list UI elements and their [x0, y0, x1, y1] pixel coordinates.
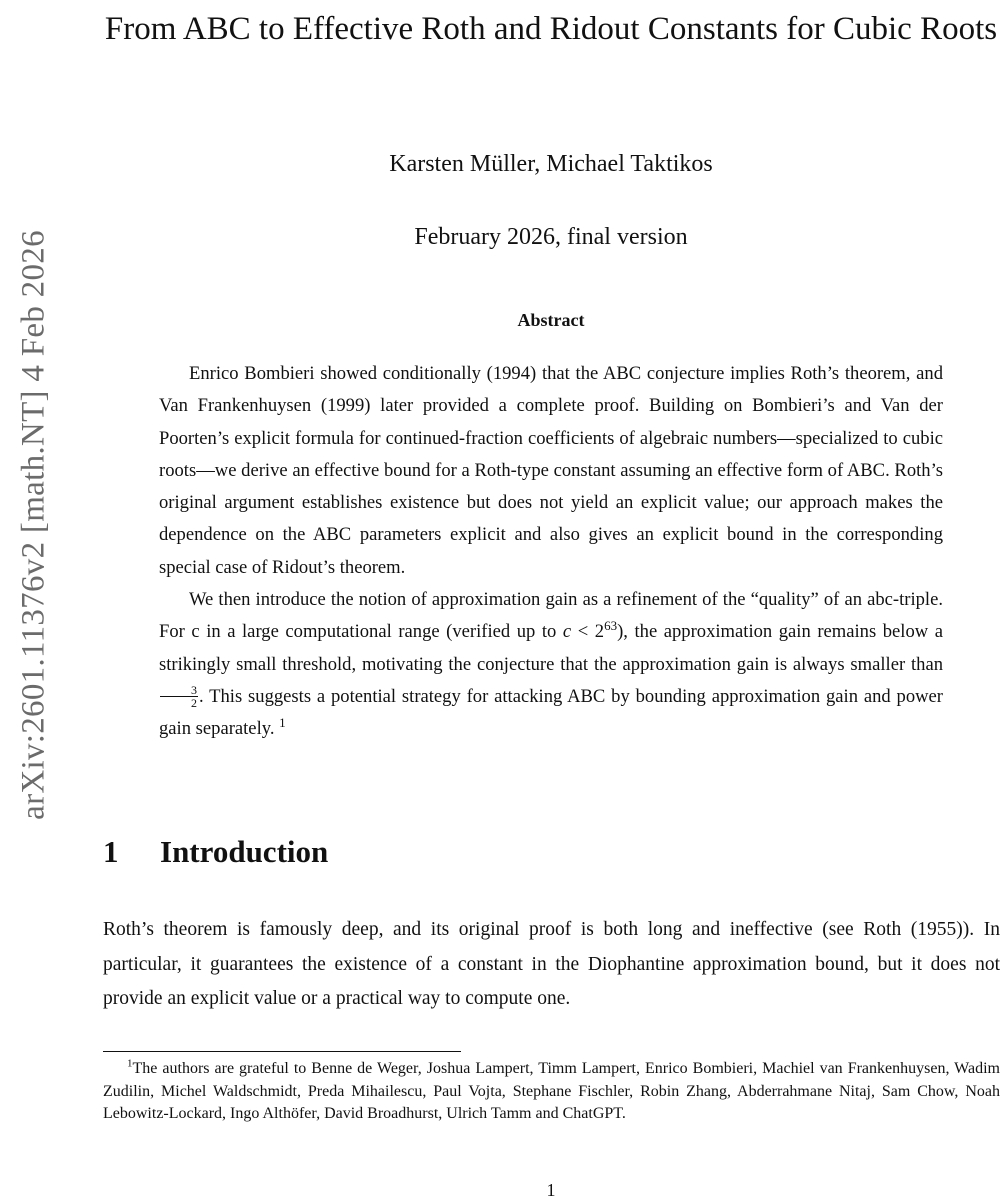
- math-variable-c: c: [562, 621, 572, 643]
- paper-title: From ABC to Effective Roth and Ridout Constants for Cubic Roots: [104, 11, 998, 47]
- fraction-numerator: 3: [160, 684, 198, 697]
- abstract-paragraph-1: Enrico Bombieri showed conditionally (1994) that the ABC conjecture implies Roth’s theorem, and Van Frankenhuysen (1999) later provided a complete proof. Building on Bombieri’s and Van der Poorten’s explicit formula for continued-fraction coefficients of algebraic numbers—specialized to cubic roots—we derive an effective bound for a Roth-type constant assuming an effective form of ABC. Roth’s original argument establishes existence but does not yield an explicit value; our approach makes the dependence on the ABC parameters explicit and also gives an explicit bound in the corresponding special case of Ridout’s theorem.: [159, 363, 943, 578]
- footnote-reference[interactable]: 1: [279, 715, 286, 731]
- abstract-p2-text-c: . This suggests a potential strategy for attacking ABC by bounding approximation gain and power gain separately.: [159, 685, 943, 740]
- math-less-than-two: < 2: [571, 621, 605, 643]
- abstract-p2-text-a: We then introduce the notion of approximation gain as a refinement of the “quality” of an abc-triple. For c in a large computational range (verified up to: [159, 589, 943, 643]
- math-exponent: 63: [604, 618, 618, 634]
- arxiv-identifier: arXiv:2601.11376v2 [math.NT] 4 Feb 2026: [15, 230, 52, 820]
- footnote-mark: 1: [127, 1057, 133, 1070]
- section-heading: [103, 834, 328, 870]
- introduction-paragraph: Roth’s theorem is famously deep, and its original proof is both long and ineffective (see Roth (1955)). In particular, it guarantees the existence of a constant in the Diophantine approximation bound, but it does not provide an explicit value or a practical way to compute one.: [103, 919, 1000, 1009]
- section-title: Introduction: [160, 834, 329, 869]
- abstract-heading: Abstract: [517, 310, 585, 330]
- abstract-body: [159, 358, 943, 746]
- fraction-denominator: 2: [191, 696, 197, 711]
- abstract-paragraph-2: [159, 584, 943, 745]
- section-number: 1: [103, 834, 119, 869]
- page-number: 1: [546, 1180, 556, 1200]
- paper-authors: Karsten Müller, Michael Taktikos: [389, 151, 713, 177]
- fraction-three-halves: [160, 684, 198, 709]
- abstract-p2-text-b: ), the approximation gain remains below a strikingly small threshold, motivating the conjecture that the approximation gain is always smaller than: [159, 621, 943, 675]
- footnote-divider: [103, 1051, 461, 1052]
- footnote: [103, 1058, 1000, 1126]
- paper-date: February 2026, final version: [414, 224, 688, 250]
- footnote-text: The authors are grateful to Benne de Weger, Joshua Lampert, Timm Lampert, Enrico Bombieri, Machiel van Frankenhuysen, Wadim Zudilin, Michel Waldschmidt, Preda Mihailescu, Paul Vojta, Stephane Fischler, Robin Zhang, Abderrahmane Nitaj, Sam Chow, Noah Lebowitz-Lockard, Ingo Althöfer, David Broadhurst, Ulrich Tamm and ChatGPT.: [103, 1060, 1000, 1122]
